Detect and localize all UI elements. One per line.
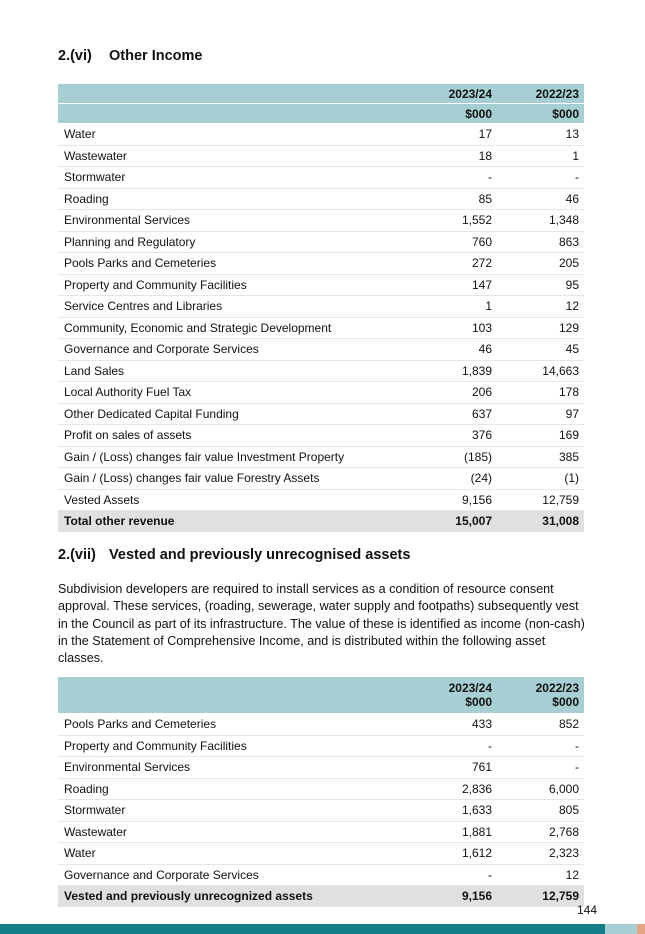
row-label: Stormwater [58, 800, 418, 822]
table-row [58, 296, 584, 318]
column-header-2023-24: 2023/24 [418, 84, 505, 104]
row-value-2022-23: 46 [505, 188, 584, 210]
row-value-2023-24: (24) [418, 468, 505, 490]
row-value-2023-24: 433 [418, 714, 505, 736]
row-value-2023-24: 760 [418, 231, 505, 253]
row-value-2022-23: 6,000 [505, 778, 584, 800]
row-label: Water [58, 124, 418, 146]
row-label: Pools Parks and Cemeteries [58, 714, 418, 736]
row-label: Service Centres and Libraries [58, 296, 418, 318]
row-label: Governance and Corporate Services [58, 864, 418, 886]
vested-assets-table [58, 677, 584, 907]
row-value-2022-23: (1) [505, 468, 584, 490]
row-label: Environmental Services [58, 210, 418, 232]
row-value-2023-24: 206 [418, 382, 505, 404]
row-value-2023-24: 272 [418, 253, 505, 275]
table-row [58, 274, 584, 296]
row-value-2023-24: - [418, 167, 505, 189]
total-row [58, 511, 584, 532]
row-label: Wastewater [58, 145, 418, 167]
table-row [58, 210, 584, 232]
row-value-2023-24: 103 [418, 317, 505, 339]
footer-bar-accent [605, 924, 637, 934]
row-value-2023-24: 2,836 [418, 778, 505, 800]
row-value-2022-23: 178 [505, 382, 584, 404]
row-value-2023-24: 1,612 [418, 843, 505, 865]
table-row [58, 317, 584, 339]
total-row [58, 886, 584, 907]
row-value-2023-24: 761 [418, 757, 505, 779]
row-label: Other Dedicated Capital Funding [58, 403, 418, 425]
row-label: Property and Community Facilities [58, 735, 418, 757]
column-unit: $000 [505, 104, 584, 124]
row-value-2023-24: 1,839 [418, 360, 505, 382]
total-value-2022-23: 12,759 [505, 886, 584, 907]
table-row [58, 231, 584, 253]
total-value-2023-24: 9,156 [418, 886, 505, 907]
table-row [58, 778, 584, 800]
row-value-2023-24: 46 [418, 339, 505, 361]
table-row [58, 446, 584, 468]
row-label: Community, Economic and Strategic Development [58, 317, 418, 339]
other-income-table [58, 84, 584, 532]
row-label: Roading [58, 778, 418, 800]
column-year: 2023/24 [448, 681, 492, 695]
row-label: Vested Assets [58, 489, 418, 511]
row-value-2022-23: 2,323 [505, 843, 584, 865]
row-value-2022-23: 205 [505, 253, 584, 275]
column-header-2022-23: 2022/23 [505, 84, 584, 104]
row-value-2023-24: - [418, 735, 505, 757]
row-value-2022-23: 12 [505, 296, 584, 318]
table-row [58, 821, 584, 843]
column-header-2022-23 [505, 677, 584, 714]
row-value-2022-23: 169 [505, 425, 584, 447]
row-value-2022-23: - [505, 735, 584, 757]
row-label: Land Sales [58, 360, 418, 382]
table-row [58, 339, 584, 361]
row-value-2022-23: 12 [505, 864, 584, 886]
row-value-2023-24: - [418, 864, 505, 886]
row-value-2023-24: 637 [418, 403, 505, 425]
row-label: Profit on sales of assets [58, 425, 418, 447]
row-label: Wastewater [58, 821, 418, 843]
row-label: Roading [58, 188, 418, 210]
row-label: Stormwater [58, 167, 418, 189]
vested-assets-paragraph: Subdivision developers are required to install services as a condition of resource consent approval. These services, (roading, sewerage, water supply and footpaths) subsequently vest in the Council as part of its infrastructure. The value of these is identified as income (non-cash) in the Statement of Comprehensive Income, and is distributed within the following asset classes. [58, 582, 585, 666]
section-heading-vested-assets [58, 547, 410, 563]
table-row [58, 188, 584, 210]
table-unit-row [58, 104, 584, 124]
section-title: Vested and previously unrecognised assets [109, 547, 411, 563]
row-value-2022-23: 1 [505, 145, 584, 167]
column-unit: $000 [465, 695, 492, 709]
row-value-2023-24: 85 [418, 188, 505, 210]
row-value-2022-23: 45 [505, 339, 584, 361]
row-value-2023-24: 147 [418, 274, 505, 296]
total-value-2022-23: 31,008 [505, 511, 584, 532]
row-value-2022-23: 14,663 [505, 360, 584, 382]
table-row [58, 167, 584, 189]
total-label: Vested and previously unrecognized assets [58, 886, 418, 907]
table-header-row [58, 677, 584, 714]
table-row [58, 864, 584, 886]
row-value-2022-23: - [505, 167, 584, 189]
table-row [58, 714, 584, 736]
table-row [58, 425, 584, 447]
row-value-2023-24: 18 [418, 145, 505, 167]
row-value-2023-24: 1 [418, 296, 505, 318]
table-row [58, 124, 584, 146]
row-value-2022-23: - [505, 757, 584, 779]
page-number: 144 [576, 903, 597, 917]
row-value-2022-23: 852 [505, 714, 584, 736]
row-value-2023-24: (185) [418, 446, 505, 468]
row-value-2022-23: 129 [505, 317, 584, 339]
row-label: Gain / (Loss) changes fair value Forestry Assets [58, 468, 418, 490]
table-row [58, 468, 584, 490]
row-value-2022-23: 385 [505, 446, 584, 468]
row-label: Local Authority Fuel Tax [58, 382, 418, 404]
section-title: Other Income [109, 48, 203, 64]
table-row [58, 843, 584, 865]
row-value-2022-23: 95 [505, 274, 584, 296]
table-header-row [58, 84, 584, 104]
table-row [58, 489, 584, 511]
row-label: Pools Parks and Cemeteries [58, 253, 418, 275]
row-value-2023-24: 1,881 [418, 821, 505, 843]
table-row [58, 360, 584, 382]
row-label: Property and Community Facilities [58, 274, 418, 296]
row-label: Governance and Corporate Services [58, 339, 418, 361]
row-label: Gain / (Loss) changes fair value Investment Property [58, 446, 418, 468]
table-row [58, 403, 584, 425]
section-number: 2.(vii) [58, 547, 96, 563]
row-value-2022-23: 1,348 [505, 210, 584, 232]
row-value-2022-23: 13 [505, 124, 584, 146]
column-unit: $000 [418, 104, 505, 124]
row-value-2022-23: 12,759 [505, 489, 584, 511]
table-row [58, 145, 584, 167]
table-row [58, 735, 584, 757]
column-header-2023-24 [418, 677, 505, 714]
row-label: Planning and Regulatory [58, 231, 418, 253]
row-label: Water [58, 843, 418, 865]
footer-bar-accent-corner [637, 924, 645, 934]
total-value-2023-24: 15,007 [418, 511, 505, 532]
row-value-2023-24: 9,156 [418, 489, 505, 511]
table-row [58, 382, 584, 404]
table-row [58, 253, 584, 275]
section-heading-other-income [58, 48, 203, 64]
row-value-2022-23: 97 [505, 403, 584, 425]
section-number: 2.(vi) [58, 48, 92, 64]
total-label: Total other revenue [58, 511, 418, 532]
row-value-2022-23: 805 [505, 800, 584, 822]
row-value-2023-24: 17 [418, 124, 505, 146]
table-row [58, 800, 584, 822]
footer-bar [0, 924, 605, 934]
row-label: Environmental Services [58, 757, 418, 779]
table-row [58, 757, 584, 779]
row-value-2023-24: 376 [418, 425, 505, 447]
row-value-2022-23: 863 [505, 231, 584, 253]
row-value-2023-24: 1,552 [418, 210, 505, 232]
row-value-2023-24: 1,633 [418, 800, 505, 822]
column-year: 2022/23 [535, 681, 579, 695]
row-value-2022-23: 2,768 [505, 821, 584, 843]
column-unit: $000 [552, 695, 579, 709]
